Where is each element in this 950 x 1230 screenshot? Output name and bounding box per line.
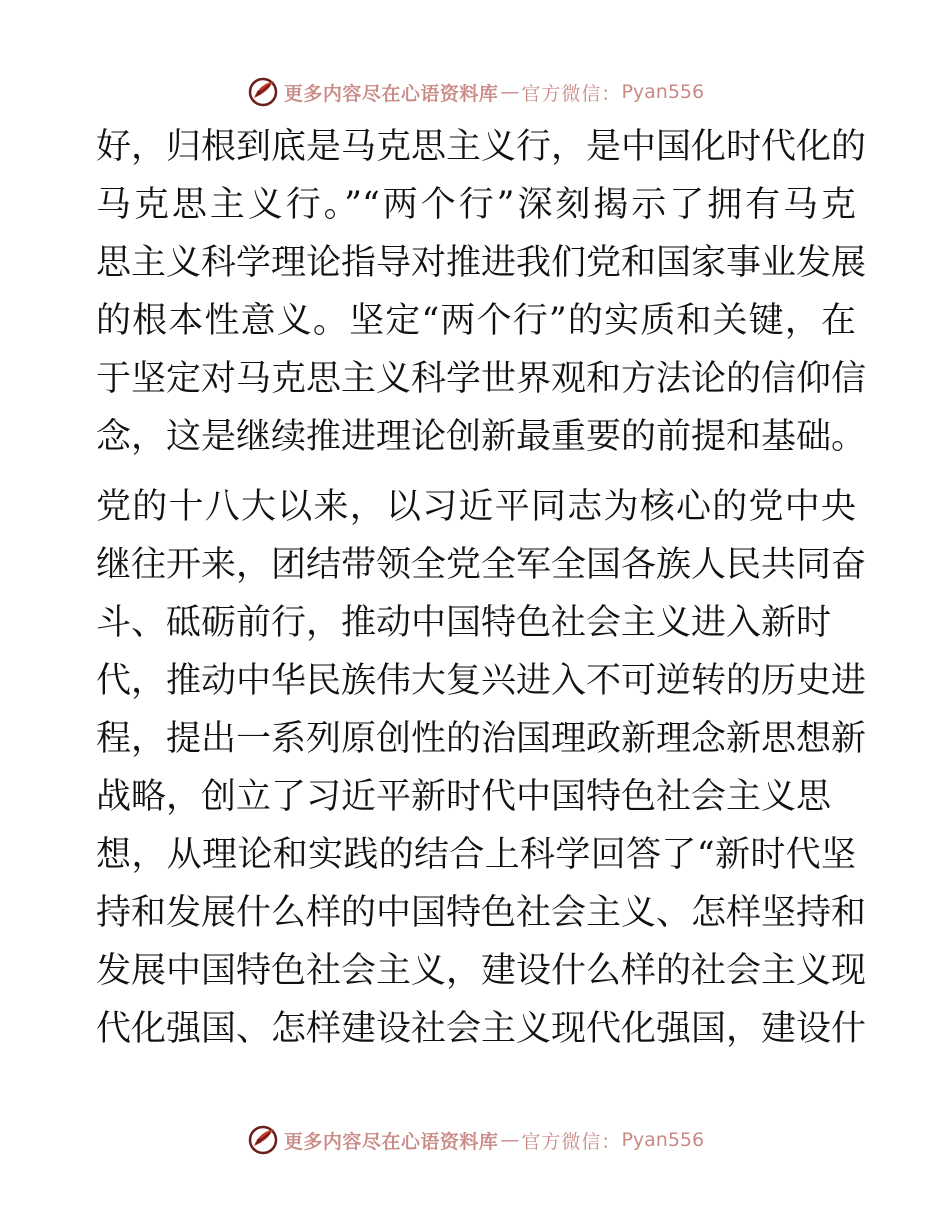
text-line: 马克思主义行。”“两个行”深刻揭示了拥有马克 — [96, 185, 856, 225]
text-line: 程，提出一系列原创性的治国理政新理念新思想新 — [96, 719, 867, 759]
banner-dash: — — [500, 81, 520, 103]
text-line: 代化强国、怎样建设社会主义现代化强国，建设什 — [96, 1009, 867, 1049]
wechat-id: Pyan556 — [621, 1129, 705, 1151]
wechat-id: Pyan556 — [621, 81, 705, 103]
document-body — [96, 118, 867, 1058]
paragraph-gap — [96, 466, 856, 478]
logo-icon — [246, 75, 280, 109]
text-line: 发展中国特色社会主义，建设什么样的社会主义现 — [96, 951, 867, 991]
banner-dash: — — [500, 1129, 520, 1151]
text-line: 思主义科学理论指导对推进我们党和国家事业发展 — [96, 243, 867, 283]
paragraph-2 — [96, 478, 867, 1058]
text-line: 于坚定对马克思主义科学世界观和方法论的信仰信 — [96, 359, 867, 399]
text-line: 斗、砥砺前行，推动中国特色社会主义进入新时 — [96, 603, 832, 643]
paragraph-1 — [96, 118, 867, 466]
promo-text: 更多内容尽在心语资料库 — [283, 1130, 499, 1153]
official-label: 官方微信： — [521, 82, 622, 105]
text-line: 党的十八大以来，以习近平同志为核心的党中央 — [96, 487, 856, 527]
promo-text: 更多内容尽在心语资料库 — [283, 82, 499, 105]
text-line: 战略，创立了习近平新时代中国特色社会主义思 — [96, 777, 832, 817]
text-line: 继往开来，团结带领全党全军全国各族人民共同奋 — [96, 545, 867, 585]
footer-banner — [0, 1120, 950, 1160]
text-line: 念，这是继续推进理论创新最重要的前提和基础。 — [96, 417, 867, 457]
header-banner — [0, 72, 950, 112]
text-line: 想，从理论和实践的结合上科学回答了“新时代坚 — [96, 835, 856, 875]
text-line: 持和发展什么样的中国特色社会主义、怎样坚持和 — [96, 893, 867, 933]
text-line: 的根本性意义。坚定“两个行”的实质和关键，在 — [96, 301, 856, 341]
text-line: 代，推动中华民族伟大复兴进入不可逆转的历史进 — [96, 661, 867, 701]
text-line: 好，归根到底是马克思主义行，是中国化时代化的 — [96, 127, 867, 167]
logo-icon — [246, 1123, 280, 1157]
official-label: 官方微信： — [521, 1130, 622, 1153]
